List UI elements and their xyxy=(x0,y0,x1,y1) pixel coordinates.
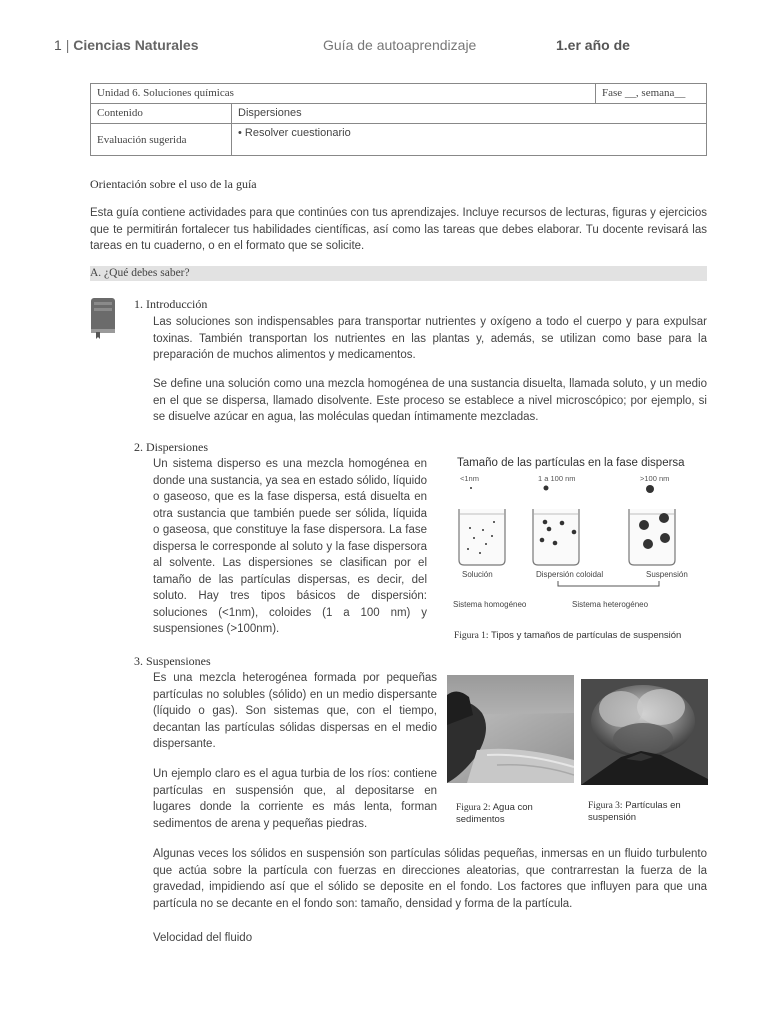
suspensions-title: 3. Suspensiones xyxy=(134,654,211,668)
figure-3-photo xyxy=(581,679,708,785)
header-separator: | xyxy=(65,37,70,53)
figure-1-caption-text: Tipos y tamaños de partículas de suspensión xyxy=(488,630,682,641)
subject-title: Ciencias Naturales xyxy=(73,37,199,53)
figure-2-caption-label: Figura 2: xyxy=(456,803,491,813)
page-number: 1 xyxy=(54,37,62,53)
label-solution: Solución xyxy=(462,570,493,579)
year-title: 1.er año de xyxy=(556,37,630,53)
figure-1-caption-label: Figura 1: xyxy=(454,631,489,641)
suspensions-paragraph-4: Velocidad del fluido xyxy=(153,932,253,944)
size-label-1: <1nm xyxy=(460,474,479,483)
guide-title: Guía de autoaprendizaje xyxy=(323,37,477,53)
orientation-title: Orientación sobre el uso de la guía xyxy=(90,177,257,191)
dispersions-text: Un sistema disperso es una mezcla homogénea en donde una sustancia, ya sea en estado sólido, líquido o gaseoso, que es la fase dispersa, está disuelta en otra sustancia que también puede ser sólida, líquida o gaseosa, que constituye la fase dispersora. La fase dispersa le corresponde al soluto y la fase dispersora al solvente. Las dispersiones se clasifican por el tamaño de las partículas dispersas, es decir, del soluto. Hay tres tipos básicos de dispersión: soluciones (<1nm), coloides (1 a 100 nm) y suspensiones (>100nm). xyxy=(153,458,427,635)
figure-2-photo xyxy=(447,675,574,783)
label-colloid: Dispersión coloidal xyxy=(536,570,604,579)
page-header xyxy=(54,37,199,53)
figure-1-caption xyxy=(454,630,714,642)
intro-title: 1. Introducción xyxy=(134,297,208,311)
content-label: Contenido xyxy=(91,104,232,124)
suspensions-paragraph-1: Es una mezcla heterogénea formada por pequeñas partículas no solubles (sólido) en un medio dispersante (líquido o gas). Son sistemas que, con el tiempo, decantan las partículas sólidas dispersas en el medio dispersante. xyxy=(153,672,437,750)
dispersions-title: 2. Dispersiones xyxy=(134,440,208,454)
suspensions-paragraph-3: Algunas veces los sólidos en suspensión son partículas sólidas pequeñas, inmersas en un fluido turbulento que actúa sobre la partícula con fuerzas en direcciones aleatorias, que contrarrestan la fuerza de la gravedad, impidiendo así que el sólido se deposite en el fondo. Los factores que influyen para que una partícula no se decante en el fondo son: tamaño, densidad y forma de la partícula. xyxy=(153,848,707,910)
size-label-2: 1 a 100 nm xyxy=(538,474,576,483)
label-suspension: Suspensión xyxy=(646,570,688,579)
content-value: Dispersiones xyxy=(232,104,707,124)
figure-2-caption-text: Agua con sedimentos xyxy=(456,802,533,825)
evaluation-label: Evaluación sugerida xyxy=(91,124,232,156)
figure-3-caption-text: Partículas en suspensión xyxy=(588,800,681,823)
intro-paragraph-2: Se define una solución como una mezcla homogénea de una sustancia disuelta, llamada soluto, y un medio en el que se dispersa, llamado disolvente. Este proceso se establece a nivel microscópico; por ejemplo, si se disuelve azúcar en agua, las moléculas quedan íntimamente mezcladas. xyxy=(153,378,707,423)
section-a-bar: A. ¿Qué debes saber? xyxy=(90,266,707,281)
group-homogeneous: Sistema homogéneo xyxy=(453,600,527,609)
unit-cell: Unidad 6. Soluciones químicas xyxy=(91,84,596,104)
info-table xyxy=(90,83,707,156)
orientation-text: Esta guía contiene actividades para que continúes con tus aprendizajes. Incluye recursos de lecturas, figuras y ejercicios que te permitirán fortalecer tus habilidades científicas, así como las tareas que debes elaborar. Tu docente revisará las tareas en tu cuaderno, o en el formato que se solicite. xyxy=(90,207,707,252)
figure-3-caption-label: Figura 3: xyxy=(588,801,623,811)
figure-1-title: Tamaño de las partículas en la fase dispersa xyxy=(457,457,685,469)
book-icon xyxy=(90,297,116,337)
figure-1-diagram xyxy=(450,452,692,612)
phase-cell: Fase __, semana__ xyxy=(596,84,707,104)
evaluation-value: • Resolver cuestionario xyxy=(232,124,707,156)
figure-3-caption xyxy=(588,800,698,824)
figure-2-caption xyxy=(456,802,566,826)
group-heterogeneous: Sistema heterogéneo xyxy=(572,600,649,609)
suspensions-paragraph-2: Un ejemplo claro es el agua turbia de los ríos: contiene partículas en suspensión que, al depositarse en lugares donde la corriente es más lenta, forman sedimentos de arena y pequeñas piedras. xyxy=(153,768,437,830)
size-label-3: >100 nm xyxy=(640,474,670,483)
intro-paragraph-1: Las soluciones son indispensables para transportar nutrientes y oxígeno a todo el cuerpo y para expulsar toxinas. También transportan los nutrientes en las plantas y, además, se utilizan como base para la preparación de muchos alimentos y medicamentos. xyxy=(153,316,707,361)
